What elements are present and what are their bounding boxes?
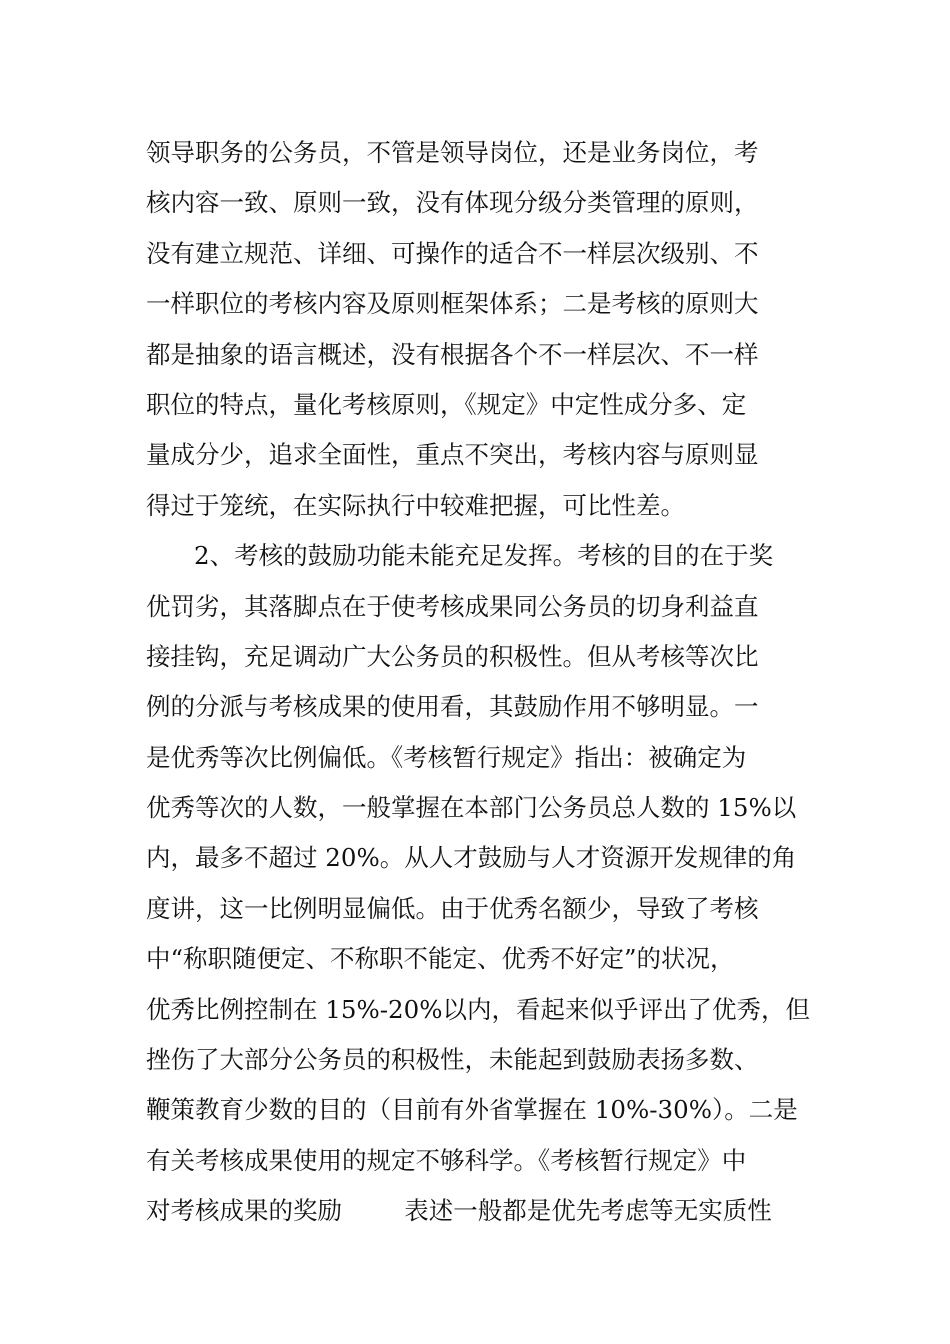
text-line: 没有建立规范、详细、可操作的适合不一样层次级别、不 bbox=[146, 238, 759, 268]
text-line: 例的分派与考核成果的使用看，其鼓励作用不够明显。一 bbox=[146, 692, 759, 722]
text-line: 核内容一致、原则一致，没有体现分级分类管理的原则， bbox=[146, 188, 759, 218]
text-line: 一样职位的考核内容及原则框架体系；二是考核的原则大 bbox=[146, 289, 759, 319]
text-line: 对考核成果的奖励 表述一般都是优先考虑等无实质性 bbox=[146, 1196, 772, 1226]
text-line: 职位的特点，量化考核原则，《规定》中定性成分多、定 bbox=[146, 389, 747, 419]
body-text bbox=[146, 128, 816, 1237]
text-line: 得过于笼统，在实际执行中较难把握，可比性差。 bbox=[146, 490, 685, 520]
text-line: 量成分少，追求全面性，重点不突出，考核内容与原则显 bbox=[146, 440, 759, 470]
text-line: 接挂钩，充足调动广大公务员的积极性。但从考核等次比 bbox=[146, 641, 759, 671]
text-line: 度讲，这一比例明显偏低。由于优秀名额少，导致了考核 bbox=[146, 893, 759, 923]
paragraph-start-line: 2、考核的鼓励功能未能充足发挥。考核的目的在于奖 bbox=[194, 541, 774, 571]
text-line: 中“称职随便定、不称职不能定、优秀不好定”的状况， bbox=[146, 944, 735, 974]
text-line: 有关考核成果使用的规定不够科学。《考核暂行规定》中 bbox=[146, 1145, 747, 1175]
text-line: 优罚劣，其落脚点在于使考核成果同公务员的切身利益直 bbox=[146, 591, 759, 621]
text-line: 内，最多不超过 20%。从人才鼓励与人才资源开发规律的角 bbox=[146, 843, 797, 873]
text-line: 鞭策教育少数的目的（目前有外省掌握在 10%-30%）。二是 bbox=[146, 1095, 798, 1125]
text-line: 都是抽象的语言概述，没有根据各个不一样层次、不一样 bbox=[146, 339, 759, 369]
text-line: 优秀等次的人数，一般掌握在本部门公务员总人数的 15%以 bbox=[146, 793, 797, 823]
text-line: 是优秀等次比例偏低。《考核暂行规定》指出：被确定为 bbox=[146, 742, 747, 772]
text-line: 挫伤了大部分公务员的积极性，未能起到鼓励表扬多数、 bbox=[146, 1045, 759, 1075]
text-line: 领导职务的公务员，不管是领导岗位，还是业务岗位，考 bbox=[146, 138, 759, 167]
text-line: 优秀比例控制在 15%-20%以内，看起来似乎评出了优秀，但 bbox=[146, 994, 810, 1024]
